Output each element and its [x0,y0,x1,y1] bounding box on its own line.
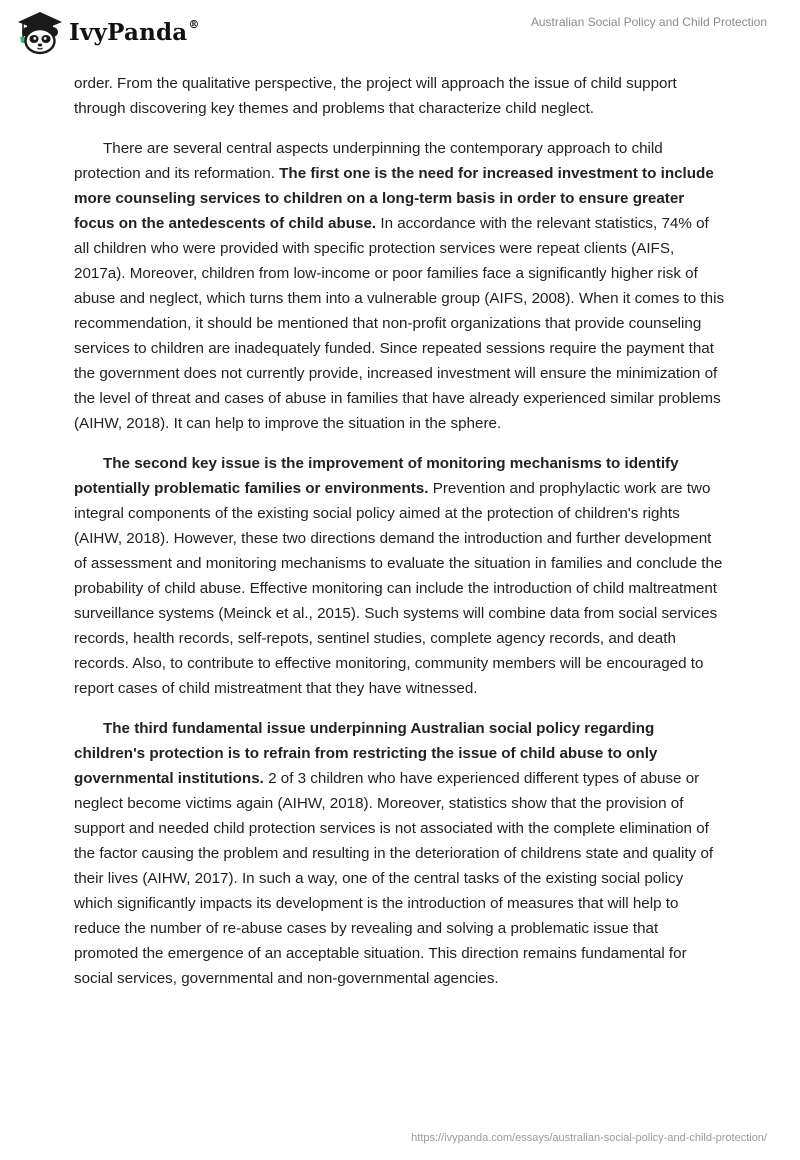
registered-mark: ® [188,17,200,31]
paragraph-second-issue [74,451,726,701]
paragraph-text: order. From the qualitative perspective, the project will approach the issue of child support through discovering key themes and problems that characterize child neglect. [74,75,677,117]
brand-name-text: IvyPanda [69,18,188,46]
paragraph-text: 2 of 3 children who have experienced different types of abuse or neglect become victims again (AIHW, 2018). Moreover, statistics show that the provision of support and needed child protection services is not associated with the complete elimination of the factor causing the problem and resulting in the deterioration of childrens state and quality of their lives (AIHW, 2017). In such a way, one of the central tasks of the existing social policy which significantly impacts its development is the introduction of measures that will help to reduce the number of re-abuse cases by revealing and solving a problematic issue that promoted the emergence of an acceptable situation. This direction remains fundamental for social services, governmental and non-governmental agencies. [74,770,714,987]
paragraph-text: In accordance with the relevant statistics, 74% of all children who were provided with specific protection services were repeat clients (AIFS, 2017a). Moreover, children from low-income or poor families face a significantly higher risk of abuse and neglect, which turns them into a vulnerable group (AIFS, 2008). When it comes to this recommendation, it should be mentioned that non-profit organizations that provide counseling services to children are inadequately funded. Since repeated sessions require the payment that the government does not currently provide, increased investment will ensure the minimization of the level of threat and cases of abuse in families that have already experienced similar problems (AIHW, 2018). It can help to improve the situation in the sphere. [74,215,725,432]
essay-body [74,71,726,1006]
paragraph-third-issue [74,716,726,991]
paragraph-bold-statement: The second key issue is the improvement of monitoring mechanisms to identify potentially problematic families or environments. [74,455,679,497]
source-url-link[interactable]: https://ivypanda.com/essays/australian-social-policy-and-child-protection/ [411,1132,767,1144]
paragraph-text: Prevention and prophylactic work are two integral components of the existing social policy aimed at the protection of children's rights (AIHW, 2018). However, these two directions demand the introduction and further development of assessment and monitoring mechanisms to evaluate the situation in families and conclude the probability of child abuse. Effective monitoring can include the introduction of child maltreatment surveillance systems (Meinck et al., 2015). Such systems will combine data from social services records, health records, self-repots, sentinel studies, complete agency records, and death records. Also, to contribute to effective monitoring, community members will be encouraged to report cases of child mistreatment that they have witnessed. [74,480,723,697]
page-header [0,0,800,66]
document-title: Australian Social Policy and Child Protection [530,15,767,29]
brand-name [69,19,200,46]
brand-logo[interactable] [14,8,200,56]
paragraph-lead: There are several central aspects underpinning the contemporary approach to child protection and its reformation. [74,140,663,182]
paragraph-bold-statement: The first one is the need for increased investment to include more counseling services to children on a long-term basis in order to ensure greater focus on the antedescents of child abuse. [74,165,714,232]
paragraph-continuation [74,71,726,121]
paragraph-bold-statement: The third fundamental issue underpinning Australian social policy regarding children's protection is to refrain from restricting the issue of child abuse to only governmental institutions. [74,720,658,787]
panda-graduate-logo-icon [14,8,66,56]
paragraph-first-issue [74,136,726,436]
